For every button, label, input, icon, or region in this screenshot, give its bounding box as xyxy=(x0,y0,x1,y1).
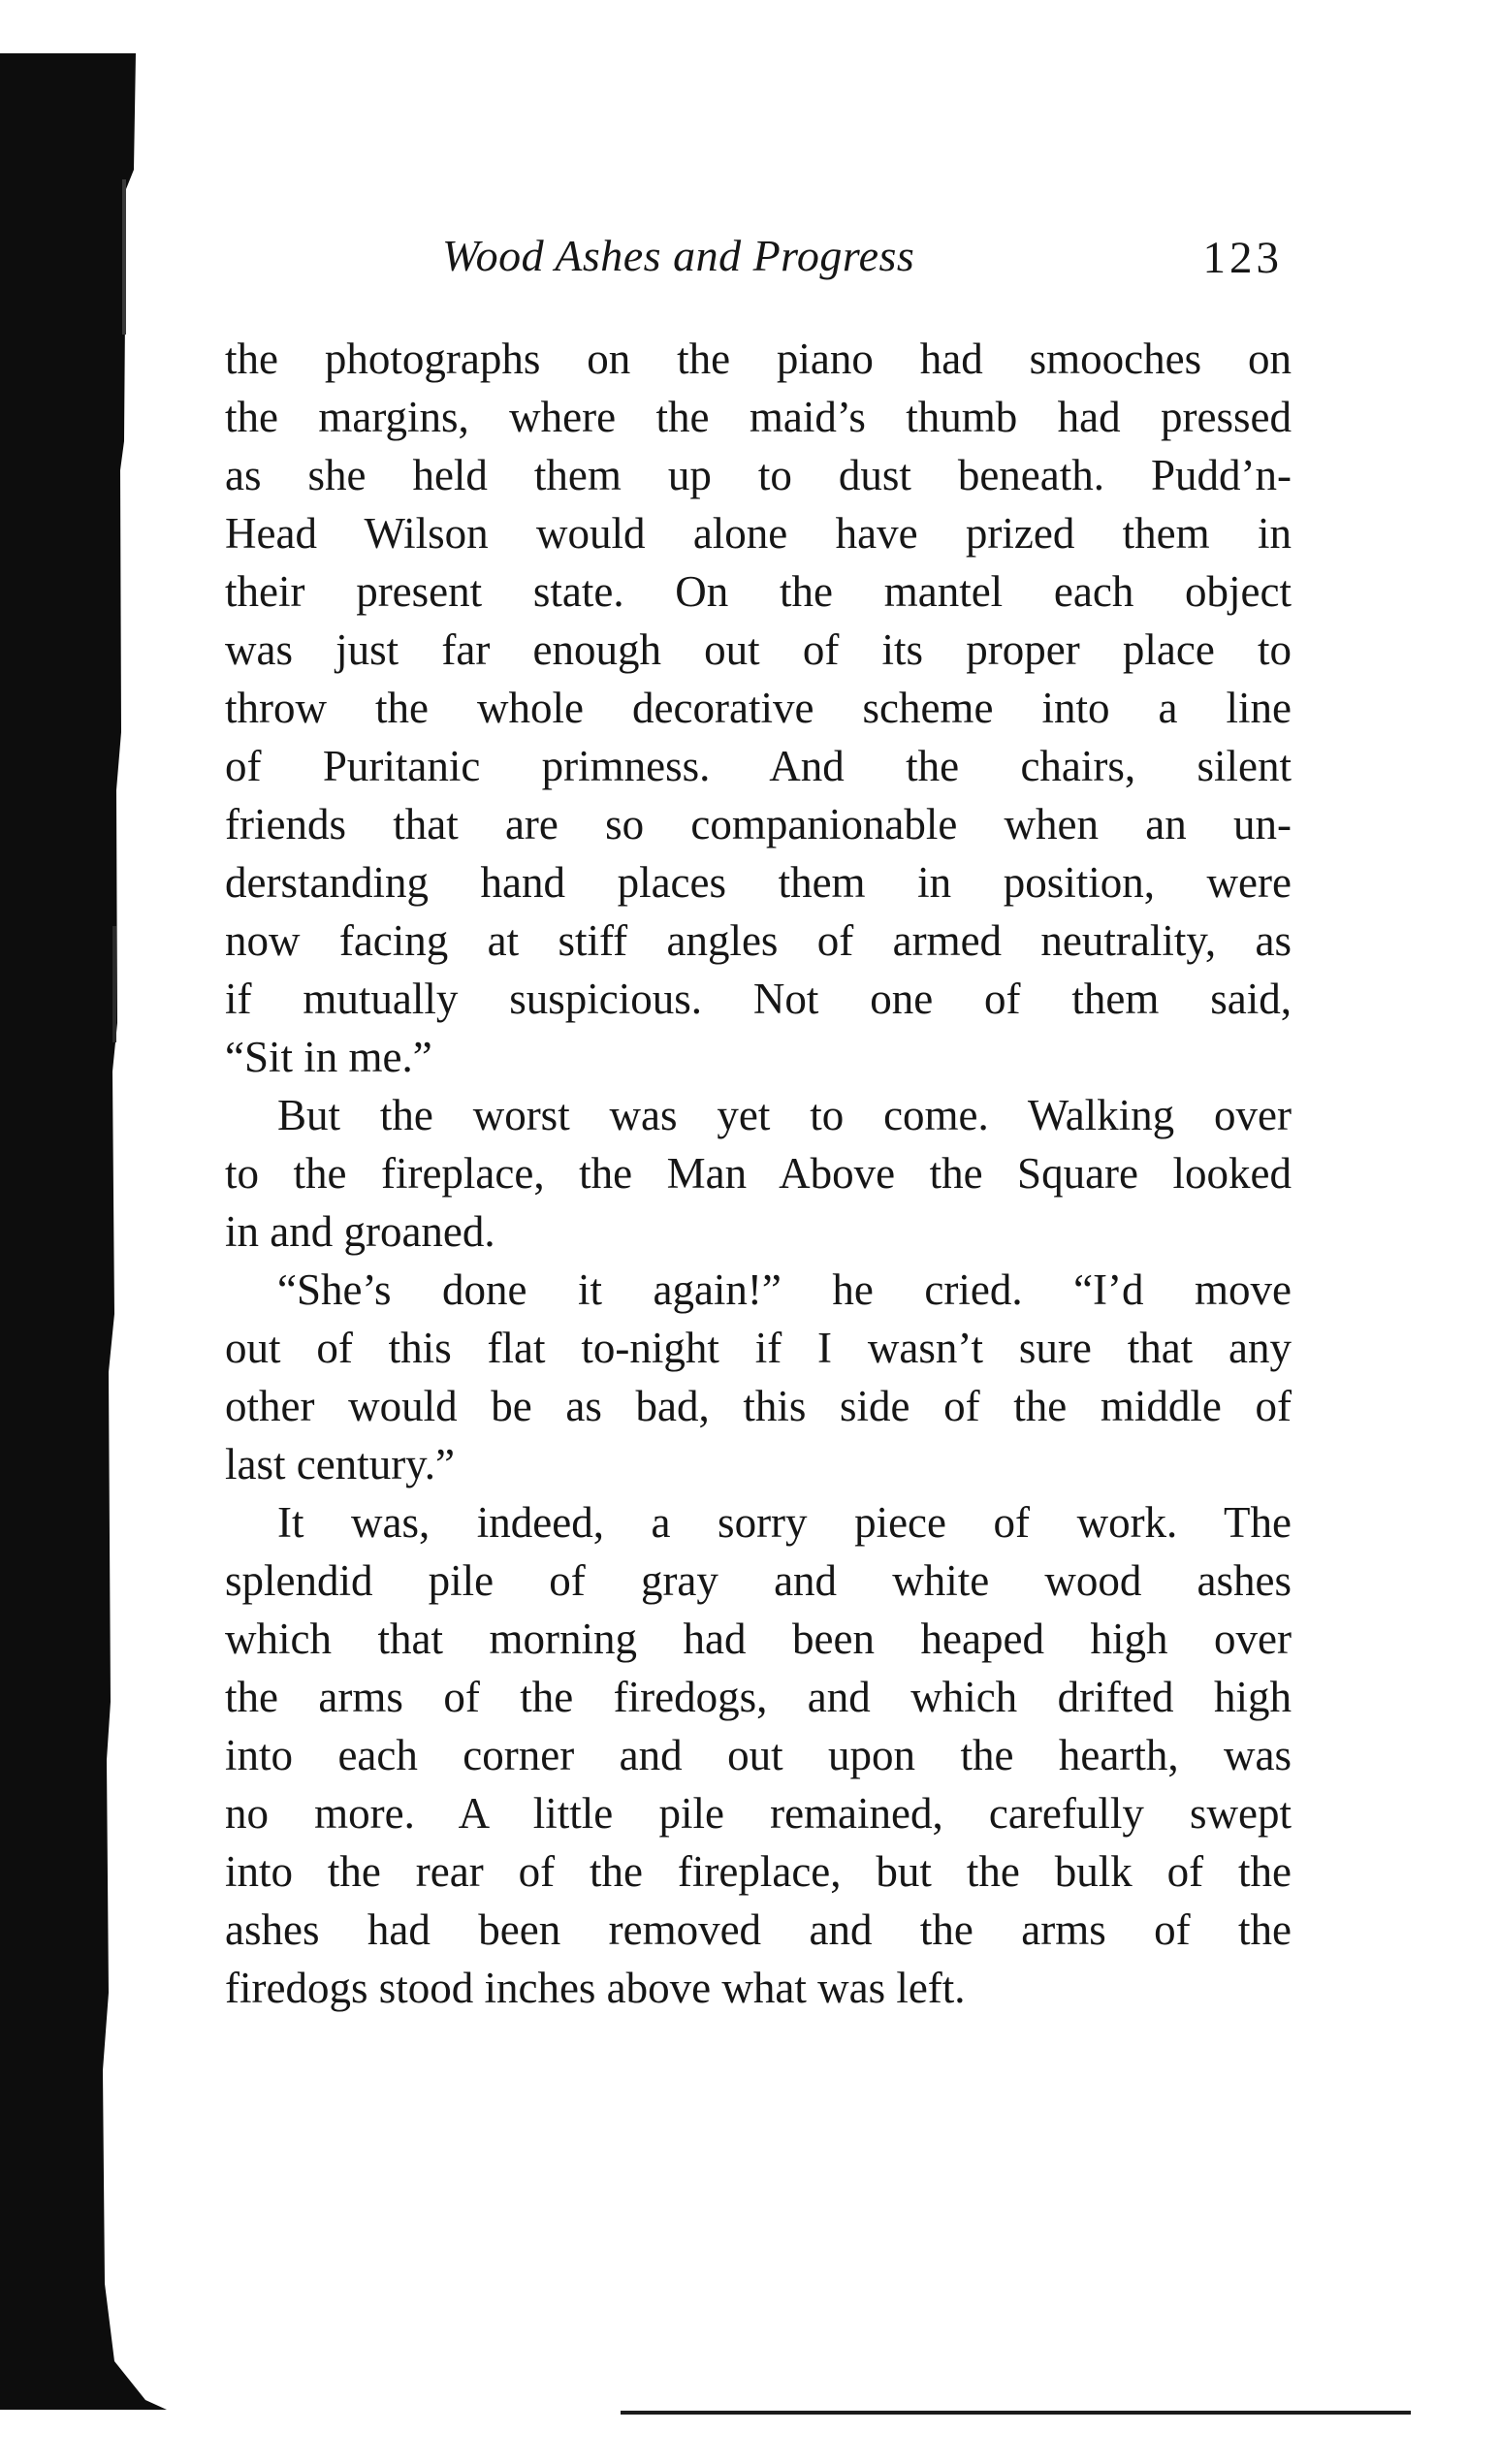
text-line: was just far enough out of its proper place to xyxy=(225,625,1292,674)
scanned-binding-edge xyxy=(0,53,167,2410)
text-line: out of this flat to-night if I wasn’t sure that any xyxy=(225,1324,1292,1372)
text-line: But the worst was yet to come. Walking over xyxy=(277,1091,1292,1139)
text-line: last century.” xyxy=(225,1440,455,1488)
text-line: which that morning had been heaped high over xyxy=(225,1615,1292,1663)
text-line: derstanding hand places them in position, were xyxy=(225,858,1292,907)
running-title: Wood Ashes and Progress xyxy=(442,231,915,280)
text-line: “She’s done it again!” he cried. “I’d move xyxy=(277,1265,1292,1314)
text-line: into each corner and out upon the hearth, was xyxy=(225,1731,1292,1779)
text-line: in and groaned. xyxy=(225,1207,495,1256)
text-line: their present state. On the mantel each object xyxy=(225,567,1292,616)
body-text xyxy=(225,330,1292,2017)
text-line: the margins, where the maid’s thumb had pressed xyxy=(225,393,1292,441)
text-line: ashes had been removed and the arms of the xyxy=(225,1905,1292,1954)
text-line: other would be as bad, this side of the middle of xyxy=(225,1382,1292,1430)
text-line: firedogs stood inches above what was left. xyxy=(225,1964,966,2012)
text-line: if mutually suspicious. Not one of them said, xyxy=(225,975,1292,1023)
text-line: splendid pile of gray and white wood ashes xyxy=(225,1556,1292,1605)
text-line: of Puritanic primness. And the chairs, silent xyxy=(225,742,1292,790)
page-number: 123 xyxy=(1202,233,1283,283)
text-line: It was, indeed, a sorry piece of work. The xyxy=(277,1498,1292,1547)
text-line: throw the whole decorative scheme into a line xyxy=(225,684,1292,732)
text-line: no more. A little pile remained, carefully swept xyxy=(225,1789,1292,1838)
text-line: the photographs on the piano had smooches on xyxy=(225,335,1292,383)
text-line: now facing at stiff angles of armed neutrality, as xyxy=(225,916,1292,965)
bottom-rule xyxy=(621,2411,1411,2415)
text-line: as she held them up to dust beneath. Pudd’n- xyxy=(225,451,1292,499)
text-line: “Sit in me.” xyxy=(225,1033,432,1081)
text-line: into the rear of the fireplace, but the bulk of the xyxy=(225,1847,1292,1896)
text-line: to the fireplace, the Man Above the Square looked xyxy=(225,1149,1292,1198)
text-line: friends that are so companionable when an un- xyxy=(225,800,1292,848)
text-line: the arms of the firedogs, and which drifted high xyxy=(225,1673,1292,1721)
text-line: Head Wilson would alone have prized them in xyxy=(225,509,1292,558)
running-head xyxy=(223,229,1294,287)
